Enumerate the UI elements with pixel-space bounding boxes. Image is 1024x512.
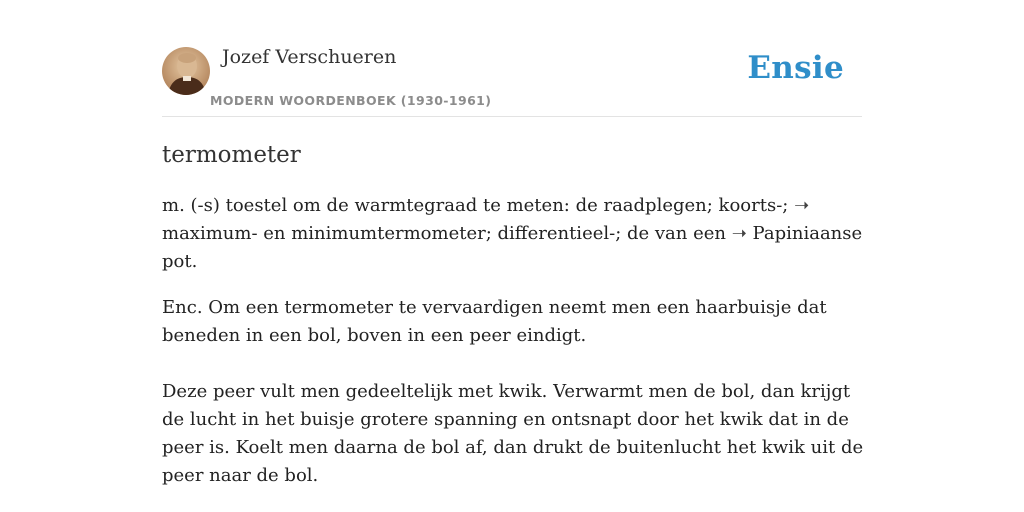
author-name[interactable]: Jozef Verschueren <box>222 46 397 68</box>
arrow-link-icon[interactable]: ➝ <box>731 223 747 244</box>
author-avatar[interactable] <box>162 47 210 95</box>
definition-text: Papiniaanse pot. <box>162 223 863 272</box>
definition-text: m. (-s) toestel om de warmtegraad te meten: de raadplegen; koorts-; <box>162 195 795 216</box>
encyclopedia-paragraph: Enc. Om een termometer te vervaardigen neemt men een haarbuisje dat beneden in een bol, boven in een peer eindigt. <box>162 297 827 346</box>
arrow-link-icon[interactable]: ➝ <box>794 195 810 216</box>
author-portrait-image <box>162 47 210 95</box>
ensie-logo[interactable]: Ensie <box>747 50 844 86</box>
definition-text: maximum- en minimumtermometer; differentieel-; de van een <box>162 223 732 244</box>
encyclopedia-paragraph: Deze peer vult men gedeeltelijk met kwik. Verwarmt men de bol, dan krijgt de lucht in het buisje grotere spanning en ontsnapt door het kwik dat in de peer is. Koelt men daarna de bol af, dan drukt de buitenlucht het kwik uit de peer naar de bol. <box>162 381 864 486</box>
entry-definition <box>162 192 864 276</box>
entry-content <box>162 140 864 490</box>
entry-headword: termometer <box>162 142 301 168</box>
source-label[interactable]: MODERN WOORDENBOEK (1930-1961) <box>210 93 492 108</box>
page-header <box>162 40 862 117</box>
